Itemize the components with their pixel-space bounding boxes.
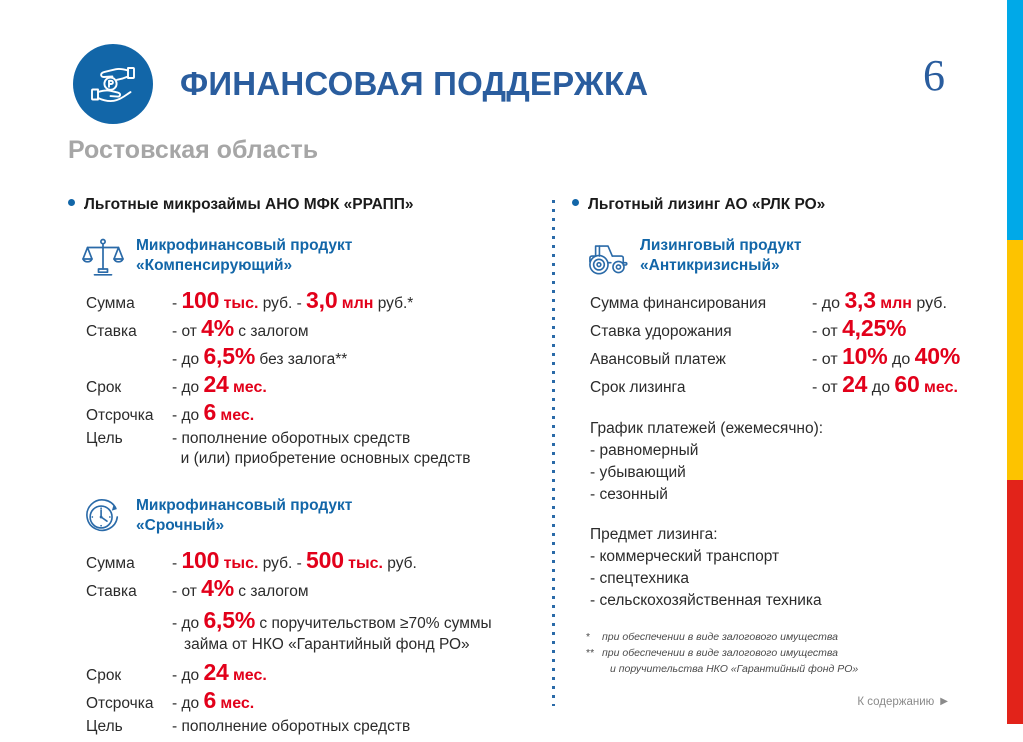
spec-value <box>172 401 254 424</box>
value-token: - от <box>812 351 843 368</box>
value-token: 40% <box>914 343 961 369</box>
edge-bar-yellow <box>1007 240 1023 480</box>
spec-row <box>86 317 538 340</box>
value-token: - до <box>172 694 204 712</box>
specs-anticrisis <box>590 289 972 396</box>
value-token: 60 <box>894 371 920 397</box>
value-token: руб. <box>911 295 947 312</box>
spec-label: Сумма <box>86 295 135 312</box>
value-token: 3,3 <box>844 287 876 313</box>
value-token: руб. <box>382 554 417 572</box>
spec-row <box>86 546 538 573</box>
spec-value <box>172 658 267 685</box>
footnote-list <box>586 630 858 677</box>
value-token: 100 <box>181 546 220 573</box>
product-title-line1: Лизинговый продукт <box>640 237 802 254</box>
value-token: мес. <box>232 379 267 396</box>
spec-label: Ставка удорожания <box>590 323 732 340</box>
region-subtitle: Ростовская область <box>68 136 319 164</box>
back-to-contents-label: К содержанию <box>857 696 935 708</box>
spec-value <box>812 345 960 368</box>
product-title-line2: «Срочный» <box>136 516 225 534</box>
product-block-compensating <box>68 236 538 277</box>
back-to-contents-link[interactable] <box>857 696 948 708</box>
spec-value-rate-wrap <box>172 605 492 656</box>
lease-subject-items <box>590 546 972 612</box>
value-token: - от <box>172 323 202 340</box>
spec-row <box>86 686 538 713</box>
value-token: 100 <box>181 287 220 313</box>
right-section-heading <box>572 196 972 214</box>
spec-row <box>86 574 538 601</box>
spec-value <box>172 373 267 396</box>
product-title-compensating <box>136 236 352 276</box>
spec-label: Цель <box>86 717 123 735</box>
spec-rows-anticrisis <box>590 289 972 396</box>
value-token: руб. - <box>258 295 307 312</box>
spec-value <box>172 717 410 737</box>
value-token: 6 <box>203 686 217 713</box>
product-title-line1: Микрофинансовый продукт <box>136 496 353 514</box>
bullet-icon <box>572 199 579 206</box>
column-divider <box>552 200 555 706</box>
spec-label: Срок <box>86 666 122 684</box>
spec-rows-compensating <box>86 289 538 424</box>
payment-schedule-block <box>590 418 972 506</box>
spec-label: Срок <box>86 379 122 396</box>
spec-value <box>172 686 255 713</box>
footnote-line: и поручительства НКО «Гарантийный фонд РО» <box>610 662 859 675</box>
spec-row <box>86 401 538 424</box>
left-section-title: Льготные микрозаймы АНО МФК «РРАПП» <box>84 196 414 213</box>
value-token: с поручительством ≥70% суммы <box>255 614 492 632</box>
footnote-row <box>586 646 858 678</box>
spec-label: Цель <box>86 430 123 447</box>
bullet-icon <box>68 199 75 206</box>
spec-row <box>590 373 972 396</box>
value-token: 6 <box>203 399 217 425</box>
value-token: млн <box>341 295 374 312</box>
text-line: - убывающий <box>590 464 686 481</box>
value-token: - до <box>172 614 204 632</box>
value-token: тыс. <box>348 554 383 572</box>
value-token: млн <box>880 295 912 312</box>
value-token: 24 <box>203 371 229 397</box>
value-token: без залога** <box>255 351 348 368</box>
rate-line1 <box>172 606 492 633</box>
text-line: - коммерческий транспорт <box>590 548 780 565</box>
value-token: - от <box>812 323 843 340</box>
product-title-line1: Микрофинансовый продукт <box>136 237 353 254</box>
value-token: до <box>867 379 895 396</box>
spec-value <box>172 429 470 470</box>
footnote-line: при обеспечении в виде залогового имущества <box>602 646 839 659</box>
spec-row-purpose <box>86 429 538 470</box>
spec-label: Сумма <box>86 554 135 572</box>
product-title-line2: «Антикризисный» <box>640 256 780 274</box>
page-number: 6 <box>923 51 945 100</box>
value-token: мес. <box>924 379 958 396</box>
footnote-row <box>586 630 858 646</box>
spec-label: Отсрочка <box>86 407 154 424</box>
product-title-urgent <box>136 496 352 536</box>
text-line: - равномерный <box>590 442 699 459</box>
spec-value <box>172 546 417 573</box>
value-token: - от <box>172 582 202 600</box>
text-line: - спецтехника <box>590 570 690 587</box>
footnote-line: при обеспечении в виде залогового имущества <box>602 631 839 643</box>
edge-bar-blue <box>1007 0 1023 240</box>
value-token: - <box>172 554 182 572</box>
value-token: 500 <box>306 546 344 573</box>
spec-label: Ставка <box>86 582 137 600</box>
spec-row <box>86 289 538 312</box>
spec-row-rate-wrap <box>86 605 538 656</box>
value-token: 10% <box>842 343 888 369</box>
left-section-heading <box>68 196 538 214</box>
value-token: - до <box>172 666 204 684</box>
value-token: - до <box>172 407 204 424</box>
footnote-text <box>602 646 858 678</box>
spec-label: Срок лизинга <box>590 379 686 396</box>
spec-rows-urgent-top <box>86 546 538 601</box>
lease-subject-heading: Предмет лизинга: <box>590 526 718 543</box>
footnotes <box>586 630 858 677</box>
text-line: - пополнение оборотных средств <box>172 717 411 735</box>
spec-label: Ставка <box>86 323 137 340</box>
value-token: с залогом <box>234 582 309 600</box>
value-token: мес. <box>232 666 267 684</box>
payment-schedule-items <box>590 440 972 506</box>
slide-header <box>73 44 648 124</box>
value-token: 4% <box>201 315 234 341</box>
footnote-marker: * <box>586 631 591 643</box>
right-column <box>572 196 972 612</box>
footnote-text <box>602 630 838 646</box>
product-title-line2: «Компенсирующий» <box>136 256 293 274</box>
spec-row <box>590 345 972 368</box>
value-token: 3,0 <box>306 287 338 313</box>
tractor-icon <box>586 237 630 277</box>
edge-bar-red <box>1007 480 1023 724</box>
value-token: с залогом <box>234 323 309 340</box>
value-token: мес. <box>220 694 255 712</box>
value-token: - до <box>172 351 204 368</box>
text-line: и (или) приобретение основных средств <box>172 450 471 468</box>
text-line: - пополнение оборотных средств <box>172 430 411 447</box>
value-token: тыс. <box>223 295 259 312</box>
value-token: - от <box>812 379 843 396</box>
product-title-anticrisis <box>640 236 801 276</box>
value-token: до <box>887 351 915 368</box>
product-block-anticrisis <box>572 236 972 277</box>
value-token: 24 <box>203 658 229 685</box>
payment-schedule-heading: График платежей (ежемесячно): <box>590 420 824 437</box>
value-token: - до <box>812 295 845 312</box>
spec-row <box>590 289 972 312</box>
spec-value <box>812 317 906 340</box>
specs-compensating <box>68 289 538 470</box>
value-token: тыс. <box>223 554 259 572</box>
spec-row <box>86 658 538 685</box>
spec-row-purpose-urgent <box>86 717 538 737</box>
scales-of-justice-icon <box>82 237 126 277</box>
right-section-title: Льготный лизинг АО «РЛК РО» <box>588 196 826 213</box>
page-title: ФИНАНСОВАЯ ПОДДЕРЖКА <box>180 65 649 102</box>
value-token: 6,5% <box>203 343 256 369</box>
lease-subject-block <box>590 524 972 612</box>
value-token: мес. <box>220 407 255 424</box>
spec-value <box>172 574 309 601</box>
product-block-urgent <box>68 496 538 537</box>
spec-label: Отсрочка <box>86 694 154 712</box>
specs-urgent <box>68 546 538 737</box>
footnote-marker: ** <box>586 646 595 659</box>
clock-with-arrow-icon <box>82 497 126 537</box>
spec-row <box>590 317 972 340</box>
value-token: 4,25% <box>842 315 907 341</box>
spec-row <box>86 345 538 368</box>
spec-label: Сумма финансирования <box>590 295 767 312</box>
value-token: 4% <box>201 574 234 601</box>
value-token: руб. - <box>258 554 307 572</box>
spec-value <box>812 373 958 396</box>
text-line: - сезонный <box>590 486 668 503</box>
spec-rows-urgent-bottom <box>86 658 538 713</box>
text-line: - сельскохозяйственная техника <box>590 592 822 609</box>
triangle-right-icon: ▶ <box>940 696 948 707</box>
hands-with-ruble-coin-icon <box>73 44 153 124</box>
value-token: руб.* <box>373 295 414 312</box>
rate-line2: займа от НКО «Гарантийный фонд РО» <box>184 636 470 654</box>
spec-label: Авансовый платеж <box>590 351 726 368</box>
spec-value <box>812 289 947 312</box>
spec-row <box>86 373 538 396</box>
spec-value <box>172 289 413 312</box>
spec-value <box>172 345 347 368</box>
value-token: - до <box>172 379 204 396</box>
left-column <box>68 196 538 742</box>
value-token: 24 <box>842 371 868 397</box>
value-token: 6,5% <box>203 606 256 633</box>
spec-value <box>172 317 309 340</box>
value-token: - <box>172 295 182 312</box>
